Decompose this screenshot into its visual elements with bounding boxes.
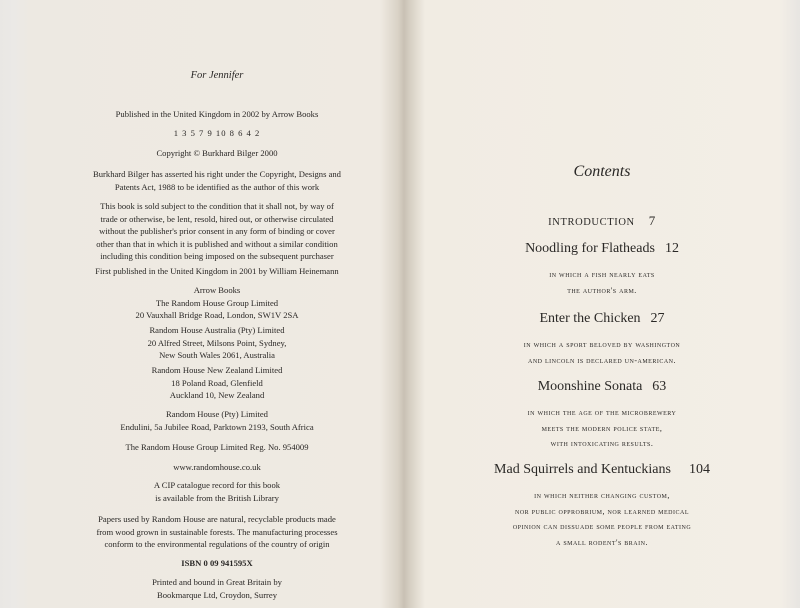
toc-chapter-1 bbox=[418, 240, 786, 298]
chapter-page-number: 27 bbox=[650, 311, 665, 326]
printer-notice: Printed and bound in Great Britain by Bookmarque Ltd, Croydon, Surrey bbox=[152, 577, 282, 600]
first-published-line: First published in the United Kingdom in 2001 by William Heinemann bbox=[95, 266, 339, 276]
south-africa-address: Random House (Pty) Limited Endulini, 5a Jubilee Road, Parktown 2193, South Africa bbox=[120, 409, 314, 432]
chapter-title: Noodling for Flatheads 12 bbox=[525, 241, 679, 256]
toc-introduction-label: INTRODUCTION bbox=[548, 217, 635, 228]
copyright-line: Copyright © Burkhard Bilger 2000 bbox=[156, 148, 278, 158]
publisher-address: Arrow Books The Random House Group Limited 20 Vauxhall Bridge Road, London, SW1V 2SA bbox=[135, 285, 299, 321]
registration-number: The Random House Group Limited Reg. No. 954009 bbox=[125, 442, 309, 452]
moral-rights-notice: Burkhard Bilger has asserted his right under the Copyright, Designs and Patents Act, 1988 to be identified as the author of this work bbox=[93, 169, 341, 192]
toc-chapter-3 bbox=[418, 378, 786, 452]
toc-chapter-2 bbox=[418, 310, 786, 368]
chapter-page-number: 12 bbox=[664, 241, 679, 256]
chapter-description: in which a sport beloved by washington and lincoln is declared un-american. bbox=[523, 340, 681, 365]
sale-condition-notice: This book is sold subject to the condition that it shall not, by way of trade or otherwise, be lent, resold, hired out, or otherwise circulated without the publisher's prior consent in any form of binding or cover other than that in which it is published and without a similar condition including this condition being imposed on the subsequent purchaser bbox=[96, 201, 338, 262]
printing-line: 1 3 5 7 9 10 8 6 4 2 bbox=[173, 128, 261, 138]
chapter-description: in which a fish nearly eats the author's arm. bbox=[549, 270, 655, 295]
toc-chapter-4 bbox=[418, 461, 786, 550]
chapter-description: in which the age of the microbrewery meets the modern police state, with intoxicating results. bbox=[527, 408, 677, 448]
contents-page bbox=[418, 0, 786, 608]
website: www.randomhouse.co.uk bbox=[173, 462, 261, 472]
paper-notice: Papers used by Random House are natural, recyclable products made from wood grown in sustainable forests. The manufacturing processes conform to the environmental regulations of the country of origin bbox=[96, 514, 338, 550]
chapter-title: Moonshine Sonata 63 bbox=[537, 379, 667, 394]
new-zealand-address: Random House New Zealand Limited 18 Poland Road, Glenfield Auckland 10, New Zealand bbox=[151, 365, 283, 401]
publication-line: Published in the United Kingdom in 2002 by Arrow Books bbox=[115, 109, 319, 119]
copyright-page bbox=[38, 0, 396, 608]
chapter-page-number: 104 bbox=[688, 462, 710, 477]
toc-introduction bbox=[418, 212, 786, 230]
dedication: For Jennifer bbox=[190, 70, 244, 81]
chapter-title: Enter the Chicken 27 bbox=[539, 311, 665, 326]
australia-address: Random House Australia (Pty) Limited 20 Alfred Street, Milsons Point, Sydney, New South Wales 2061, Australia bbox=[147, 325, 287, 361]
contents-heading: Contents bbox=[573, 163, 631, 180]
chapter-description: in which neither changing custom, nor public opprobrium, nor learned medical opinion can dissuade some people from eating a small rodent's brain. bbox=[512, 491, 692, 547]
isbn: ISBN 0 09 941595X bbox=[181, 558, 253, 568]
chapter-title: Mad Squirrels and Kentuckians 104 bbox=[494, 462, 710, 477]
chapter-page-number: 63 bbox=[652, 379, 667, 394]
cip-notice: A CIP catalogue record for this book is available from the British Library bbox=[153, 480, 281, 503]
toc-introduction-page: 7 bbox=[648, 213, 656, 228]
